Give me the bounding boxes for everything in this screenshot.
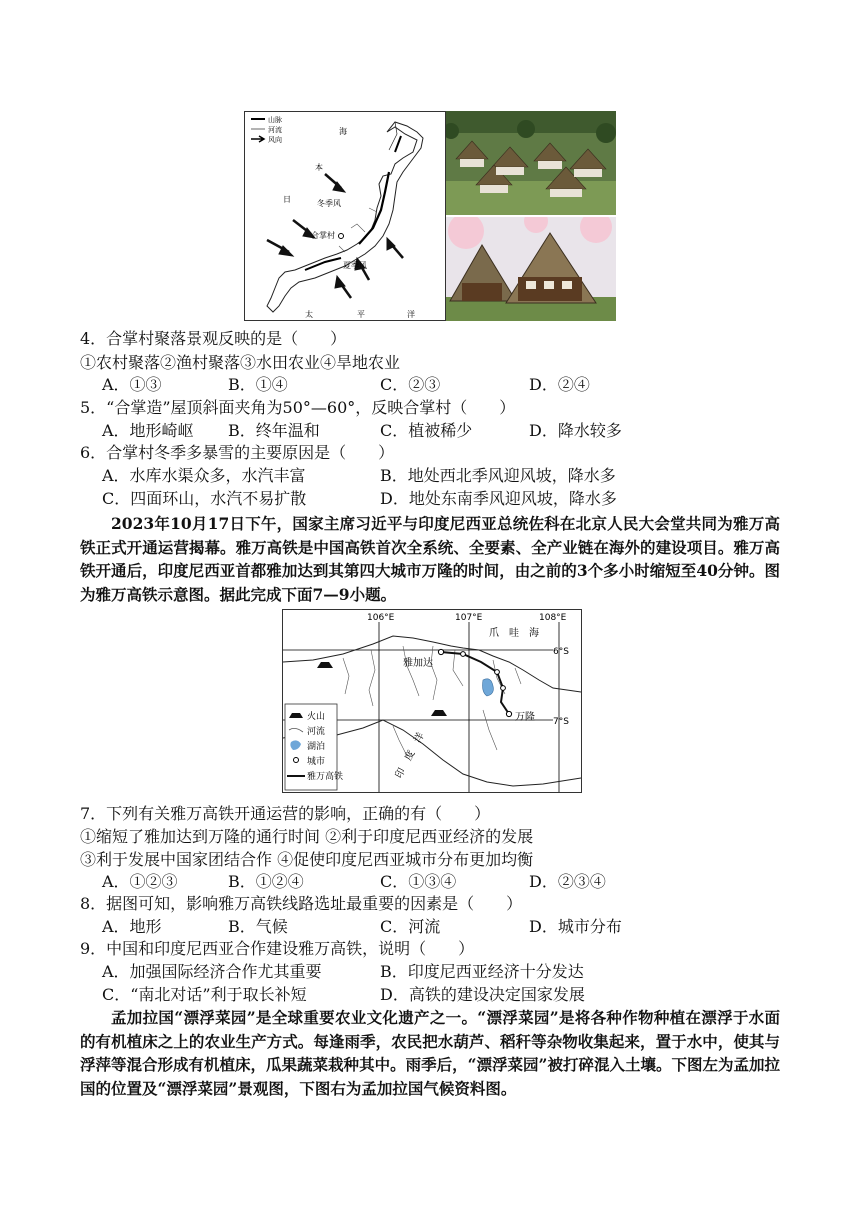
- japan-map: [244, 111, 446, 321]
- q9-option-b[interactable]: B．印度尼西亚经济十分发达: [380, 962, 584, 981]
- label-jakarta: 雅加达: [403, 658, 433, 669]
- legend-river-2: 河流: [307, 727, 326, 737]
- q8-option-b[interactable]: B．气候: [228, 917, 288, 936]
- label-ben: 本: [315, 163, 323, 172]
- q7-option-a[interactable]: A．①②③: [102, 872, 178, 891]
- figure-yawan-hsr-map: [282, 609, 582, 793]
- legend-lake: 湖泊: [307, 742, 326, 752]
- lon-106: 106°E: [367, 613, 395, 623]
- label-indian-ocean: 印 度 洋: [393, 731, 427, 781]
- q7-option-d[interactable]: D．②③④: [529, 872, 606, 891]
- label-sea-top: 海: [339, 127, 347, 136]
- q9-option-a[interactable]: A．加强国际经济合作尤其重要: [102, 962, 322, 981]
- q7-option-b[interactable]: B．①②④: [228, 872, 304, 891]
- label-ri: 日: [283, 195, 291, 204]
- question-4-list: ①农村聚落②渔村聚落③水田农业④旱地农业: [80, 353, 401, 372]
- map-legend: [251, 115, 282, 144]
- question-7-line1: ①缩短了雅加达到万隆的通行时间 ②利于印度尼西亚经济的发展: [80, 827, 534, 846]
- figure-gassho-village: [244, 111, 616, 321]
- lake: [483, 679, 494, 696]
- question-7-line2: ③利于发展中国家团结合作 ④促使印度尼西亚城市分布更加均衡: [80, 850, 534, 869]
- q8-option-a[interactable]: A．地形: [102, 917, 162, 936]
- label-winter-monsoon: 冬季风: [317, 199, 341, 208]
- city-jakarta: [438, 649, 443, 654]
- village-photo-house: [446, 217, 616, 321]
- q4-option-c[interactable]: C．②③: [380, 375, 441, 394]
- q6-option-d[interactable]: D．地处东南季风迎风坡，降水多: [380, 489, 617, 508]
- label-summer-monsoon: 夏季风: [343, 261, 367, 270]
- q8-option-d[interactable]: D．城市分布: [529, 917, 622, 936]
- question-6-stem: 6．合掌村冬季多暴雪的主要原因是（ ）: [80, 443, 395, 462]
- legend-wind: 风向: [268, 136, 282, 144]
- label-bandung: 万隆: [515, 712, 535, 723]
- question-4-stem: 4．合掌村聚落景观反映的是（ ）: [80, 329, 347, 348]
- label-yang: 洋: [407, 310, 415, 319]
- lat-6: 6°S: [553, 647, 569, 657]
- lon-107: 107°E: [455, 613, 483, 623]
- legend-mountain: 山脉: [268, 116, 282, 124]
- legend-city: 城市: [307, 757, 326, 767]
- q9-option-d[interactable]: D．高铁的建设决定国家发展: [380, 985, 585, 1004]
- q6-option-a[interactable]: A．水库水渠众多，水汽丰富: [102, 466, 306, 485]
- label-gassho-village: 合掌村: [311, 231, 335, 240]
- legend-hsr: 雅万高铁: [307, 772, 344, 782]
- question-9-stem: 9．中国和印度尼西亚合作建设雅万高铁，说明（ ）: [80, 939, 475, 958]
- passage-yawan-hsr: 2023年10月17日下午，国家主席习近平与印度尼西亚总统佐科在北京人民大会堂共同为雅万高铁正式开通运营揭幕。雅万高铁是中国高铁首次全系统、全要素、全产业链在海外的建设项目。雅万高铁开通后，印度尼西亚首都雅加达到其第四大城市万隆的时间，由之前的3个多小时缩短至40分钟。图为雅万高铁示意图。据此完成下面7—9小题。: [80, 514, 780, 604]
- label-java-sea: 爪 哇 海: [489, 628, 539, 639]
- q6-option-c[interactable]: C．四面环山，水汽不易扩散: [102, 489, 307, 508]
- q5-option-b[interactable]: B．终年温和: [228, 421, 320, 440]
- label-ping: 平: [357, 310, 365, 319]
- q5-option-c[interactable]: C．植被稀少: [380, 421, 473, 440]
- question-5-stem: 5．“合掌造”屋顶斜面夹角为50°—60°，反映合掌村（ ）: [80, 398, 516, 417]
- volcano-2: [431, 710, 447, 716]
- q4-option-a[interactable]: A．①③: [102, 375, 162, 394]
- q8-option-c[interactable]: C．河流: [380, 917, 441, 936]
- legend-volcano: 火山: [307, 712, 326, 722]
- village-photo-aerial: [446, 111, 616, 215]
- label-tai: 太: [305, 310, 313, 319]
- lon-108: 108°E: [539, 613, 567, 623]
- q4-option-d[interactable]: D．②④: [529, 375, 590, 394]
- legend-river: 河流: [268, 126, 282, 134]
- question-7-stem: 7．下列有关雅万高铁开通运营的影响，正确的有（ ）: [80, 804, 491, 823]
- lat-7: 7°S: [553, 717, 569, 727]
- yawan-hsr-line: [441, 652, 509, 714]
- q4-option-b[interactable]: B．①④: [228, 375, 288, 394]
- passage-floating-garden: 孟加拉国“漂浮菜园”是全球重要农业文化遗产之一。“漂浮菜园”是将各种作物种植在漂浮于水面的有机植床之上的农业生产方式。每逢雨季，农民把水葫芦、稻秆等杂物收集起来，置于水中，使其与浮萍等混合形成有机植床，瓜果蔬菜栽种其中。雨季后，“漂浮菜园”被打碎混入土壤。下图左为孟加拉国的位置及“漂浮菜园”景观图，下图右为孟加拉国气候资料图。: [80, 1008, 780, 1098]
- q9-option-c[interactable]: C．“南北对话”利于取长补短: [102, 985, 307, 1004]
- city-bandung: [506, 711, 511, 716]
- q5-option-d[interactable]: D．降水较多: [529, 421, 622, 440]
- map-legend-2: [285, 704, 343, 790]
- q6-option-b[interactable]: B．地处西北季风迎风坡，降水多: [380, 466, 616, 485]
- question-8-stem: 8．据图可知，影响雅万高铁线路选址最重要的因素是（ ）: [80, 894, 523, 913]
- q5-option-a[interactable]: A．地形崎岖: [102, 421, 194, 440]
- volcano-1: [317, 662, 333, 668]
- q7-option-c[interactable]: C．①③④: [380, 872, 457, 891]
- japan-outline: [267, 122, 423, 312]
